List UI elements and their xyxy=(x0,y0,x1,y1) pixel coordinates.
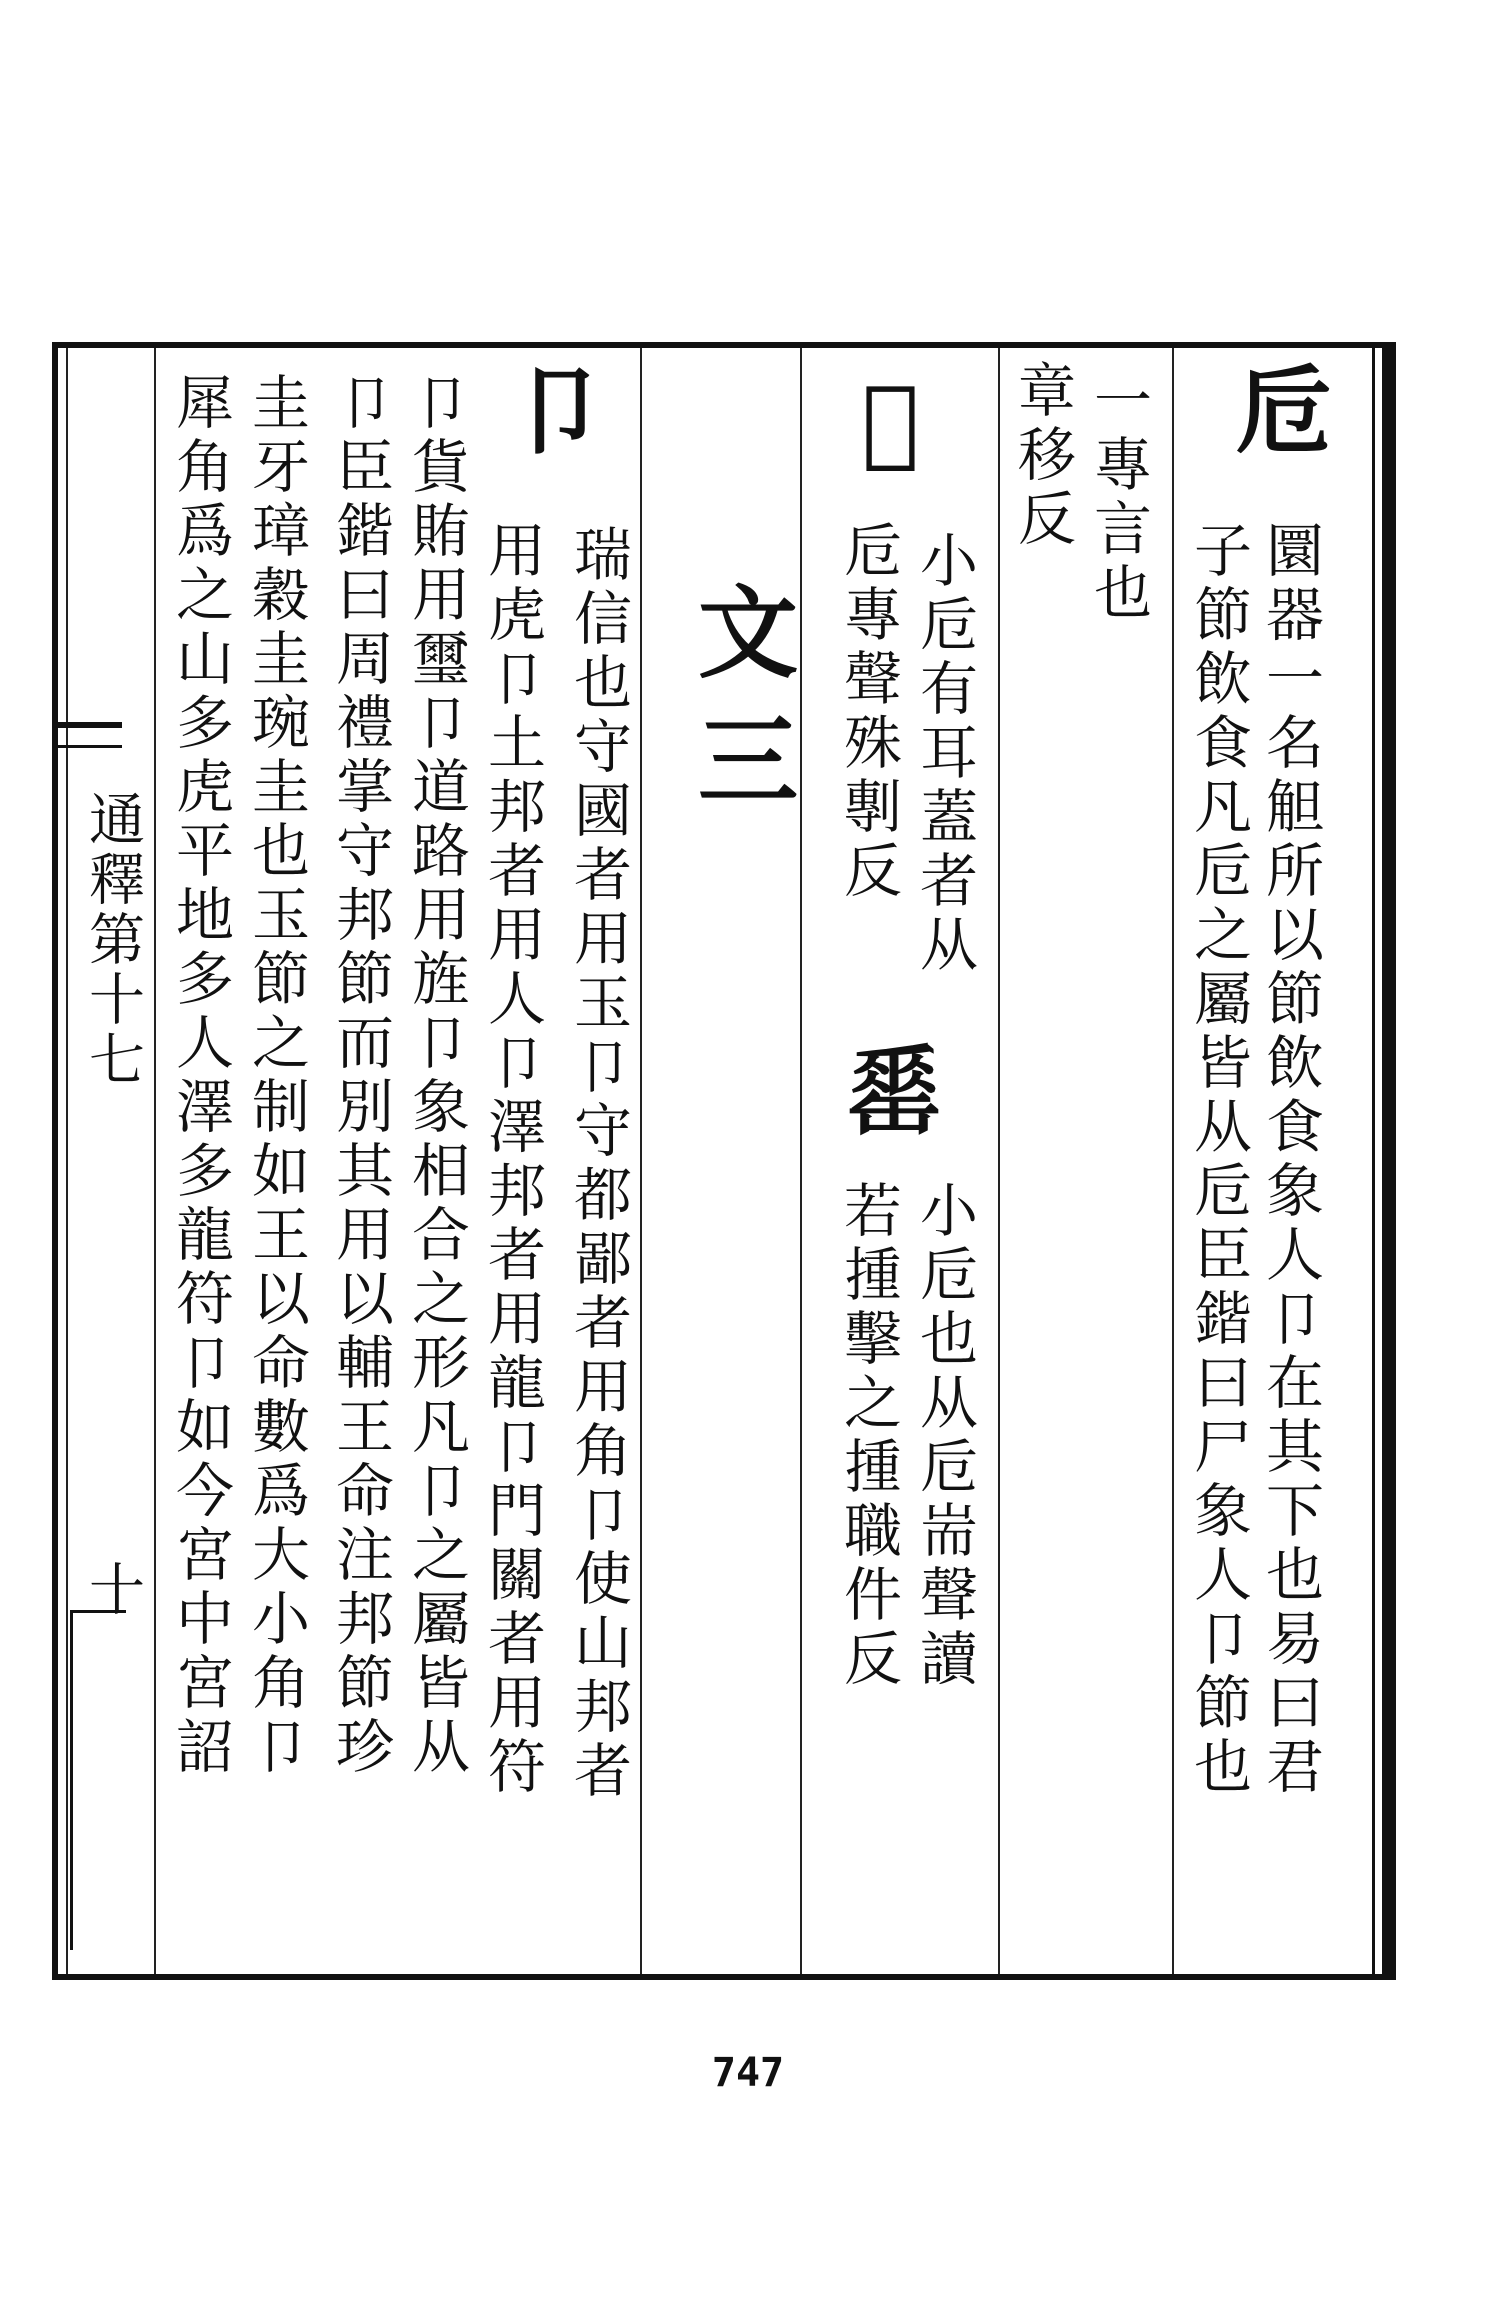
entry-text-column: 若揰擊之揰職件反 xyxy=(834,1180,902,1692)
entry-text-column: 瑞信也守國者用玉卩守都鄙者用角卩使山邦者 xyxy=(564,524,632,1804)
entry-text-column: 一專言也 xyxy=(1084,370,1152,626)
column-rule xyxy=(154,348,156,1974)
section-heading: 文三 xyxy=(681,580,799,836)
entry-text-column: 卩臣鍇曰周禮掌守邦節而別其用以輔王命注邦節珍 xyxy=(326,372,394,1780)
entry-text-column: 犀角爲之山多虎平地多人澤多龍符卩如今宮中宮詔 xyxy=(166,372,234,1780)
column-rule xyxy=(1172,348,1174,1974)
seal-character: 𦉈 xyxy=(834,1040,947,1136)
margin-mark: 十 xyxy=(80,1560,145,1620)
fish-tail-mark xyxy=(56,722,122,748)
entry-text-column: 章移反 xyxy=(1008,360,1076,552)
entry-text-column: 圭牙璋穀圭琬圭也玉節之制如王以命數爲大小角卩 xyxy=(242,372,310,1780)
entry-text-column: 子節飲食凡卮之屬皆从卮臣鍇曰尸象人卩節也 xyxy=(1184,520,1252,1800)
column-rule xyxy=(1372,348,1375,1974)
column-rule xyxy=(998,348,1000,1974)
seal-character: 卮 xyxy=(1220,360,1333,456)
margin-title: 通釋第十七 xyxy=(80,790,145,1090)
margin-box xyxy=(70,1610,126,1950)
column-rule xyxy=(640,348,642,1974)
column-rule xyxy=(66,348,68,1974)
entry-text-column: 用虎卩土邦者用人卩澤邦者用龍卩門關者用符 xyxy=(478,520,546,1800)
entry-text-column: 小卮有耳蓋者从 xyxy=(910,530,978,978)
seal-character: 卩 xyxy=(494,360,607,456)
entry-text-column: 圜器一名觛所以節飲食象人卩在其下也易曰君 xyxy=(1256,520,1324,1800)
entry-text-column: 小卮也从卮耑聲讀 xyxy=(910,1180,978,1692)
entry-text-column: 卩貨賄用璽卩道路用旌卩象相合之形凡卩之屬皆从 xyxy=(402,372,470,1780)
seal-character: 𦈚 xyxy=(834,364,947,477)
entry-text-column: 卮專聲殊剸反 xyxy=(834,520,902,904)
page-number: 747 xyxy=(711,2050,785,2096)
